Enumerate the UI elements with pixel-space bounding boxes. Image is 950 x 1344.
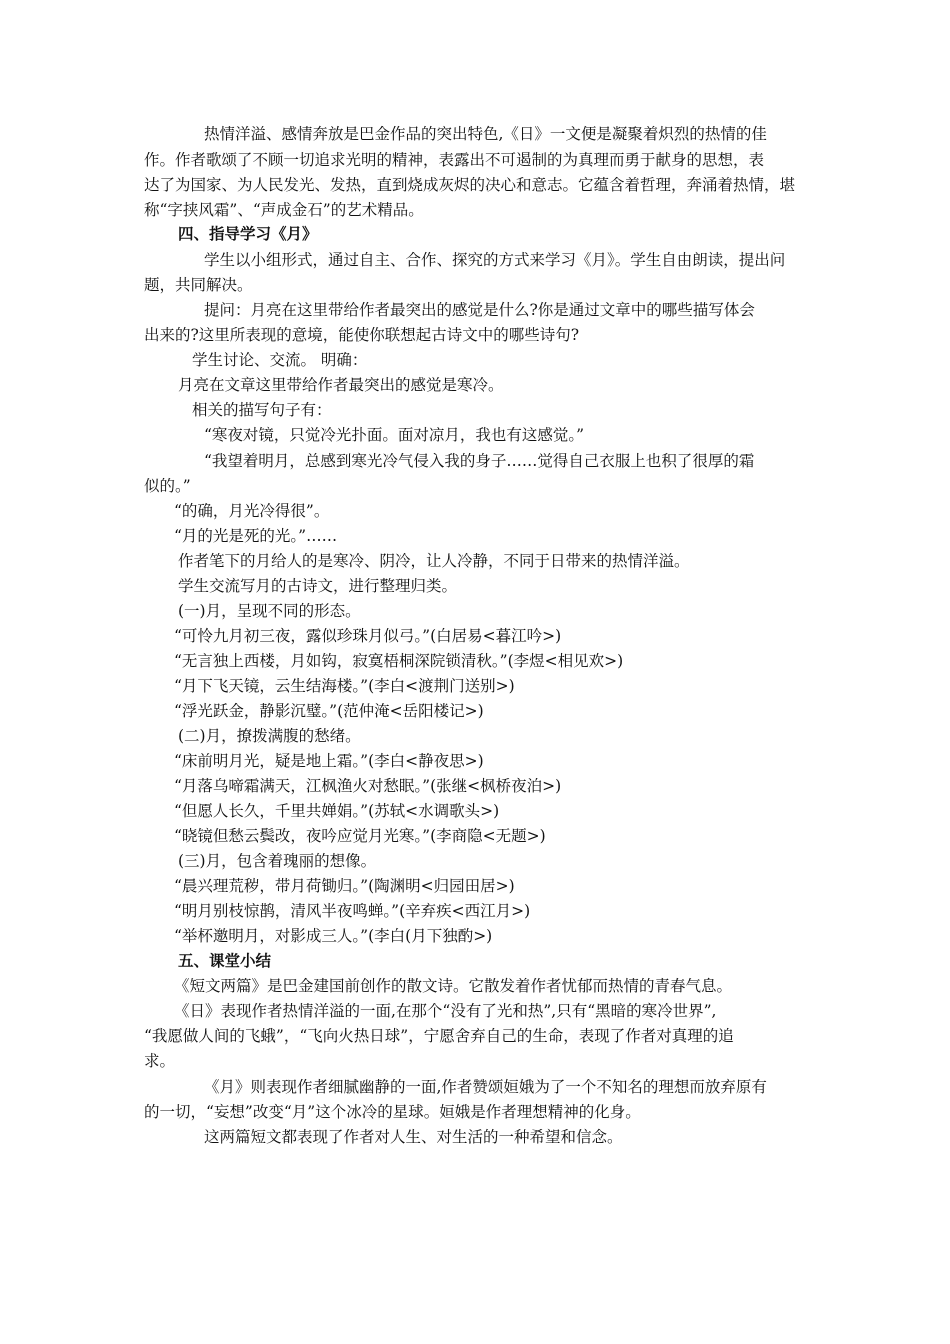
poem-line: “但愿人长久，千里共婵娟。”(苏轼<水调歌头>) xyxy=(174,802,500,820)
body-text-line: 的一切，“妄想”改变“月”这个冰冷的星球。姮娥是作者理想精神的化身。 xyxy=(144,1103,641,1121)
body-text-line: 相关的描写句子有： xyxy=(192,401,332,419)
poem-line: “晨兴理荒秽，带月荷锄归。”(陶渊明<归园田居>) xyxy=(174,877,515,895)
body-text-line: 求。 xyxy=(144,1052,176,1070)
poem-line: “月落乌啼霜满天，江枫渔火对愁眠。”(张继<枫桥夜泊>) xyxy=(174,777,562,795)
quote-line: “的确，月光冷得很”。 xyxy=(174,502,330,520)
body-text-line: 《短文两篇》是巴金建国前创作的散文诗。它散发着作者忧郁而热情的青春气息。 xyxy=(174,977,733,995)
body-text-line: 《月》则表现作者细腻幽静的一面,作者赞颂姮娥为了一个不知名的理想而放弃原有 xyxy=(204,1078,767,1096)
quote-line: 似的。” xyxy=(144,477,191,495)
quote-line: “寒夜对镜，只觉冷光扑面。面对凉月，我也有这感觉。” xyxy=(204,426,585,444)
poem-line: “明月别枝惊鹊，清风半夜鸣蝉。”(辛弃疾<西江月>) xyxy=(174,902,531,920)
body-text-line: 称“字挟风霜”、“声成金石”的艺术精品。 xyxy=(144,201,424,219)
body-text-line: 《日》表现作者热情洋溢的一面,在那个“没有了光和热”,只有“黑暗的寒冷世界”, xyxy=(174,1002,717,1020)
body-text-line: 达了为国家、为人民发光、发热，直到烧成灰烬的决心和意志。它蕴含着哲理，奔涌着热情，堪 xyxy=(144,176,796,194)
body-text-line: “我愿做人间的飞蛾”，“飞向火热日球”，宁愿舍弃自己的生命，表现了作者对真理的追 xyxy=(144,1027,734,1045)
body-text-line: 作。作者歌颂了不顾一切追求光明的精神，表露出不可遏制的为真理而勇于献身的思想，表 xyxy=(144,151,765,169)
poem-line: “浮光跃金，静影沉璧。”(范仲淹<岳阳楼记>) xyxy=(174,702,484,720)
poem-line: “举杯邀明月，对影成三人。”(李白(月下独酌>) xyxy=(174,927,493,945)
body-text-line: 学生讨论、交流。 明确： xyxy=(192,351,368,369)
category-heading: (三)月，包含着瑰丽的想像。 xyxy=(178,852,377,870)
poem-line: “床前明月光，疑是地上霜。”(李白<静夜思>) xyxy=(174,752,484,770)
body-text-line: 热情洋溢、感情奔放是巴金作品的突出特色,《日》一文便是凝聚着炽烈的热情的佳 xyxy=(204,125,767,143)
poem-line: “月下飞天镜，云生结海楼。”(李白<渡荆门送别>) xyxy=(174,677,515,695)
category-heading: (二)月，撩拨满腹的愁绪。 xyxy=(178,727,361,745)
body-text-line: 题，共同解决。 xyxy=(144,276,253,294)
section-heading: 四、指导学习《月》 xyxy=(178,225,318,243)
section-heading: 五、课堂小结 xyxy=(178,952,272,970)
quote-line: “我望着明月，总感到寒光冷气侵入我的身子……觉得自己衣服上也积了很厚的霜 xyxy=(204,452,755,470)
category-heading: (一)月，呈现不同的形态。 xyxy=(178,602,361,620)
body-text-line: 出来的?这里所表现的意境，能使你联想起古诗文中的哪些诗句? xyxy=(144,326,580,344)
poem-line: “晓镜但愁云鬓改，夜吟应觉月光寒。”(李商隐<无题>) xyxy=(174,827,546,845)
body-text-line: 月亮在文章这里带给作者最突出的感觉是寒冷。 xyxy=(178,376,504,394)
quote-line: “月的光是死的光。”…… xyxy=(174,527,338,545)
body-text-line: 学生交流写月的古诗文，进行整理归类。 xyxy=(178,577,458,595)
body-text-line: 这两篇短文都表现了作者对人生、对生活的一种希望和信念。 xyxy=(204,1128,623,1146)
body-text-line: 作者笔下的月给人的是寒冷、阴冷，让人冷静，不同于日带来的热情洋溢。 xyxy=(178,552,690,570)
poem-line: “可怜九月初三夜，露似珍珠月似弓。”(白居易<暮江吟>) xyxy=(174,627,562,645)
poem-line: “无言独上西楼，月如钩，寂寞梧桐深院锁清秋。”(李煜<相见欢>) xyxy=(174,652,624,670)
body-text-line: 提问：月亮在这里带给作者最突出的感觉是什么?你是通过文章中的哪些描写体会 xyxy=(204,301,755,319)
body-text-line: 学生以小组形式，通过自主、合作、探究的方式来学习《月》。学生自由朗读，提出问 xyxy=(204,251,786,269)
